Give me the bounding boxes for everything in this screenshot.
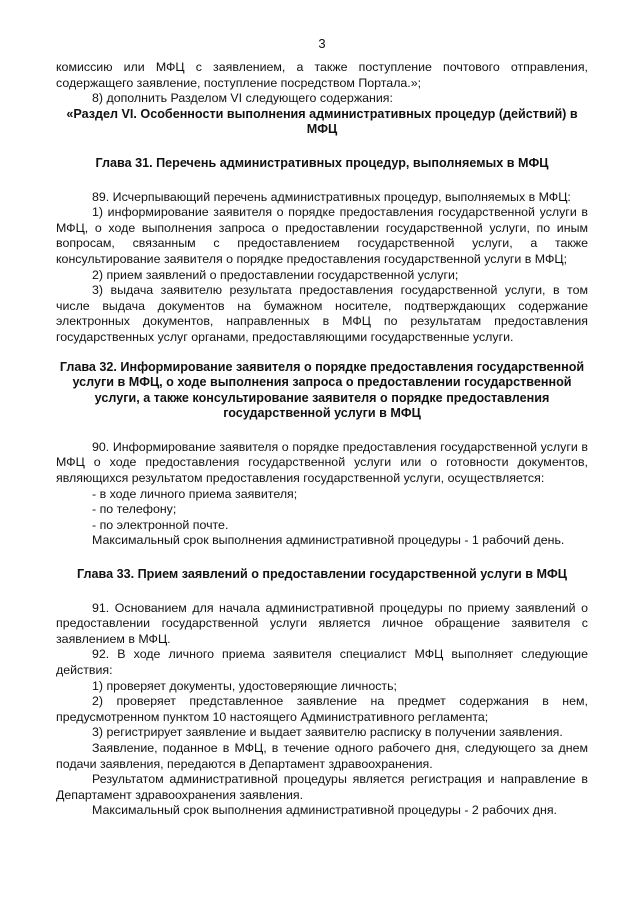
paragraph-89: 89. Исчерпывающий перечень административных процедур, выполняемых в МФЦ: — [92, 189, 571, 204]
paragraph-92-transfer: Заявление, поданное в МФЦ, в течение одного рабочего дня, следующего за днем подачи заявления, передаются в Департамент здравоохранения. — [56, 740, 588, 771]
paragraph-92-item-1: 1) проверяет документы, удостоверяющие личность; — [92, 678, 397, 693]
paragraph-92-result: Результатом административной процедуры является регистрация и направление в Департамент здравоохранения заявления. — [56, 772, 588, 802]
paragraph-90-max-term: Максимальный срок выполнения административной процедуры - 1 рабочий день. — [92, 533, 565, 548]
paragraph-92: 92. В ходе личного приема заявителя специалист МФЦ выполняет следующие действия: — [56, 647, 588, 677]
paragraph-continuation: комиссию или МФЦ с заявлением, а также поступление почтового отправления, содержащего заявление, поступление посредством Портала.»; — [56, 60, 588, 90]
paragraph-item-8: 8) дополнить Разделом VI следующего содержания: — [92, 91, 393, 106]
paragraph-90-option-personal: - в ходе личного приема заявителя; — [92, 486, 298, 501]
paragraph-89-item-1: 1) информирование заявителя о порядке предоставления государственной услуги в МФЦ, о ходе выполнения запроса о предоставлении государственной услуги, по иным вопросам, связанным с предоставлением государственной услуги, а также консультирование заявителя о порядке предоставления государственной услуги в МФЦ; — [56, 205, 588, 266]
page-number: 3 — [318, 36, 326, 51]
paragraph-92-item-2: 2) проверяет представленное заявление на предмет содержания в нем, предусмотренном пунктом 10 настоящего Административного регламента; — [56, 694, 588, 724]
paragraph-92-item-3: 3) регистрирует заявление и выдает заявителю расписку в получении заявления. — [92, 725, 563, 740]
paragraph-89-item-2: 2) прием заявлений о предоставлении государственной услуги; — [92, 267, 459, 282]
chapter-32-heading: Глава 32. Информирование заявителя о порядке предоставления государственной услуги в МФЦ, о ходе выполнения запроса о предоставлении государственной услуги, а также консультирование заявителя о порядке предоставления государственной услуги в МФЦ — [59, 359, 585, 421]
paragraph-92-max-term: Максимальный срок выполнения административной процедуры - 2 рабочих дня. — [92, 803, 557, 818]
paragraph-90-option-email: - по электронной почте. — [92, 517, 229, 532]
paragraph-89-item-3: 3) выдача заявителю результата предоставления государственной услуги, в том числе выдача документов на бумажном носителе, подтверждающих содержание электронных документов, направленных в МФЦ по результатам предоставления государственных услуг органами, предоставляющими государственные услуги. — [56, 283, 588, 344]
chapter-33-heading: Глава 33. Прием заявлений о предоставлении государственной услуги в МФЦ — [77, 567, 567, 582]
paragraph-90: 90. Информирование заявителя о порядке предоставления государственной услуги в МФЦ о ходе предоставления государственной услуги или о готовности документов, являющихся результатом предоставления государственной услуги, осуществляется: — [56, 439, 588, 486]
paragraph-91: 91. Основанием для начала административной процедуры по приему заявлений о предоставлении государственной услуги является личное обращение заявителя с заявлением в МФЦ. — [56, 600, 588, 646]
paragraph-90-option-phone: - по телефону; — [92, 502, 177, 517]
section-heading: «Раздел VI. Особенности выполнения административных процедур (действий) в МФЦ — [66, 106, 578, 137]
chapter-31-heading: Глава 31. Перечень административных процедур, выполняемых в МФЦ — [95, 155, 549, 170]
